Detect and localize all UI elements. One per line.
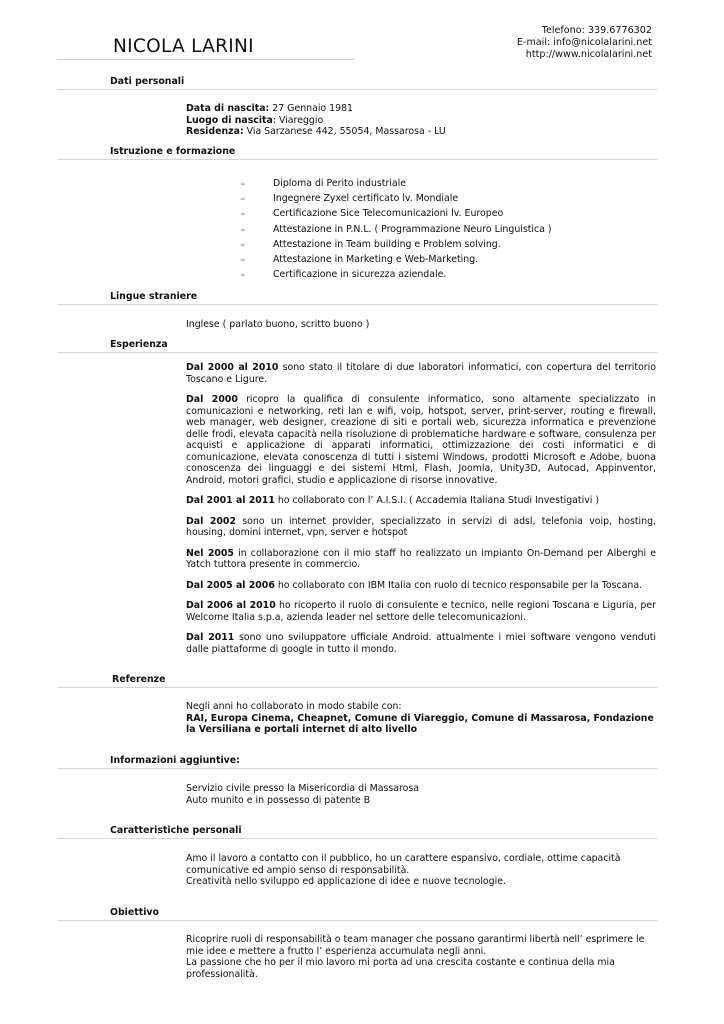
personal-details xyxy=(186,103,656,138)
objective-line: Ricoprire ruoli di responsabilità o team manager che possano garantirmi libertà nell’ esprimere le mie idee e mettere a frutto l’ esperienza accumulata negli anni. xyxy=(186,934,645,957)
residence-value: Via Sarzanese 442, 55054, Massarosa - LU xyxy=(243,126,446,137)
infinity-bullet-icon: ∞ xyxy=(240,255,246,264)
experience-entry: Dal 2005 al 2006 ho collaborato con IBM Italia con ruolo di tecnico responsabile per la Toscana. xyxy=(186,579,643,591)
experience-entry: Dal 2006 al 2010 ho ricoperto il ruolo di consulente e tecnico, nelle regioni Toscana e Liguria, per Welcome Italia s.p.a, azienda leader nel settore delle telecomunicazioni. xyxy=(186,600,656,623)
traits-line: Creatività nello sviluppo ed applicazione di idee e nuove tecnologie. xyxy=(186,876,506,887)
infinity-bullet-icon: ∞ xyxy=(240,180,246,188)
references-block xyxy=(186,701,656,736)
infinity-bullet-icon: ∞ xyxy=(240,240,246,249)
experience-entry: Nel 2005 in collaborazione con il mio staff ho realizzato un impianto On-Demand per Alberghi e Yatch tuttora presente in commercio. xyxy=(186,547,656,570)
list-item: ∞ Diploma di Perito industriale xyxy=(240,178,407,189)
section-title-objective: Obiettivo xyxy=(110,907,159,918)
objective-block xyxy=(186,934,656,980)
website-link[interactable]: http://www.nicolalarini.net xyxy=(525,49,652,60)
section-divider xyxy=(57,920,657,921)
infinity-bullet-icon: ∞ xyxy=(240,210,246,219)
experience-entry: Dal 2011 sono uno sviluppatore ufficiale Android. attualmente i miei software vengono venduti dalle piattaforme di google in tutto il mondo. xyxy=(186,632,656,655)
section-title-experience: Esperienza xyxy=(110,339,168,350)
birth-place-label: Luogo di nascita xyxy=(186,114,273,126)
list-item: ∞ Attestazione in Team building e Problem solving. xyxy=(240,238,501,250)
infinity-bullet-icon: ∞ xyxy=(240,271,246,280)
education-list xyxy=(240,178,552,284)
list-item: ∞ Ingegnere Zyxel certificato lv. Mondiale xyxy=(240,193,459,205)
experience-entry: Dal 2000 ricopro la qualifica di consulente informatico, sono altamente specializzato in comunicazioni e networking, reti lan e wifi, voip, hotspot, server, print-server, routing e firewall, web manager, web designer, creazione di siti e portali web, sicurezza informatica e prevenzione delle frodi, elevata capacità nella risoluzione di problematiche hardware e software, consulenza per acquisti e applicazione di apparati informatici, ottimizzazione dei costi informatici e di comunicazione, elevata conoscenza di tutti i sistemi Windows, prodotti Microsoft e Adobe, buona conoscenza dei linguaggi e dei sistemi Html, Flash, Joomla, Unity3D, Autocad, Appinventor, Android, motori grafici, studio e applicazione di risorse innovative. xyxy=(186,394,656,486)
contact-block xyxy=(517,25,652,61)
experience-list xyxy=(186,362,656,655)
phone-text: Telefono: 339.6776302 xyxy=(541,25,652,36)
additional-line: Servizio civile presso la Misericordia di Massarosa xyxy=(186,783,419,794)
section-title-references: Referenze xyxy=(112,674,166,685)
languages-text: Inglese ( parlato buono, scritto buono ) xyxy=(186,319,370,330)
section-divider xyxy=(57,838,657,839)
list-item: ∞ Attestazione in Marketing e Web-Marketing. xyxy=(240,253,479,265)
section-title-traits: Caratteristiche personali xyxy=(110,825,242,836)
list-item: ∞ Certificazione Sice Telecomunicazioni lv. Europeo xyxy=(240,208,504,220)
additional-block xyxy=(186,783,656,806)
section-divider xyxy=(57,687,657,688)
infinity-bullet-icon: ∞ xyxy=(240,225,246,234)
email-text: E-mail: info@nicolalarini.net xyxy=(516,37,652,48)
traits-block xyxy=(186,853,656,888)
section-title-additional: Informazioni aggiuntive: xyxy=(110,755,240,766)
section-divider xyxy=(57,89,657,90)
section-title-education: Istruzione e formazione xyxy=(110,146,236,157)
section-divider xyxy=(57,768,657,769)
section-title-personal: Dati personali xyxy=(110,76,185,87)
birth-place-value: : Viareggio xyxy=(272,114,324,126)
birth-date-label: Data di nascita: xyxy=(186,103,270,114)
experience-entry: Dal 2000 al 2010 sono stato il titolare di due laboratori informatici, con copertura del territorio Toscano e Ligure. xyxy=(186,362,656,385)
references-clients: RAI, Europa Cinema, Cheapnet, Comune di Viareggio, Comune di Massarosa, Fondazione la Versiliana e portali internet di alto livello xyxy=(186,712,654,735)
birth-date-value: 27 Gennaio 1981 xyxy=(269,103,354,114)
experience-entry: Dal 2002 sono un internet provider, specializzato in servizi di adsl, telefonia voip, hosting, housing, domini internet, vpn, server e hotspot xyxy=(186,515,656,538)
references-intro: Negli anni ho collaborato in modo stabile con: xyxy=(186,701,402,712)
list-item: ∞ Attestazione in P.N.L. ( Programmazione Neuro Linguistica ) xyxy=(240,223,552,235)
traits-line: Amo il lavoro a contatto con il pubblico, ho un carattere espansivo, cordiale, ottime capacità comunicative ed ampio senso di responsabilità. xyxy=(186,853,621,876)
candidate-name: NICOLA LARINI xyxy=(113,36,254,57)
experience-entry: Dal 2001 al 2011 ho collaborato con l’ A.I.S.I. ( Accademia Italiana Studi Investigativi ) xyxy=(186,495,599,506)
list-item: ∞ Certificazione in sicurezza aziendale. xyxy=(240,269,447,281)
section-divider xyxy=(57,352,657,353)
section-divider xyxy=(57,159,657,160)
section-divider xyxy=(57,304,657,305)
name-divider xyxy=(57,59,355,60)
residence-label: Residenza: xyxy=(186,126,244,137)
objective-line: La passione che ho per il mio lavoro mi porta ad una crescita costante e continua della mia professionalità. xyxy=(186,957,615,980)
infinity-bullet-icon: ∞ xyxy=(240,195,246,204)
section-title-languages: Lingue straniere xyxy=(110,291,198,302)
additional-line: Auto munito e in possesso di patente B xyxy=(186,794,371,806)
